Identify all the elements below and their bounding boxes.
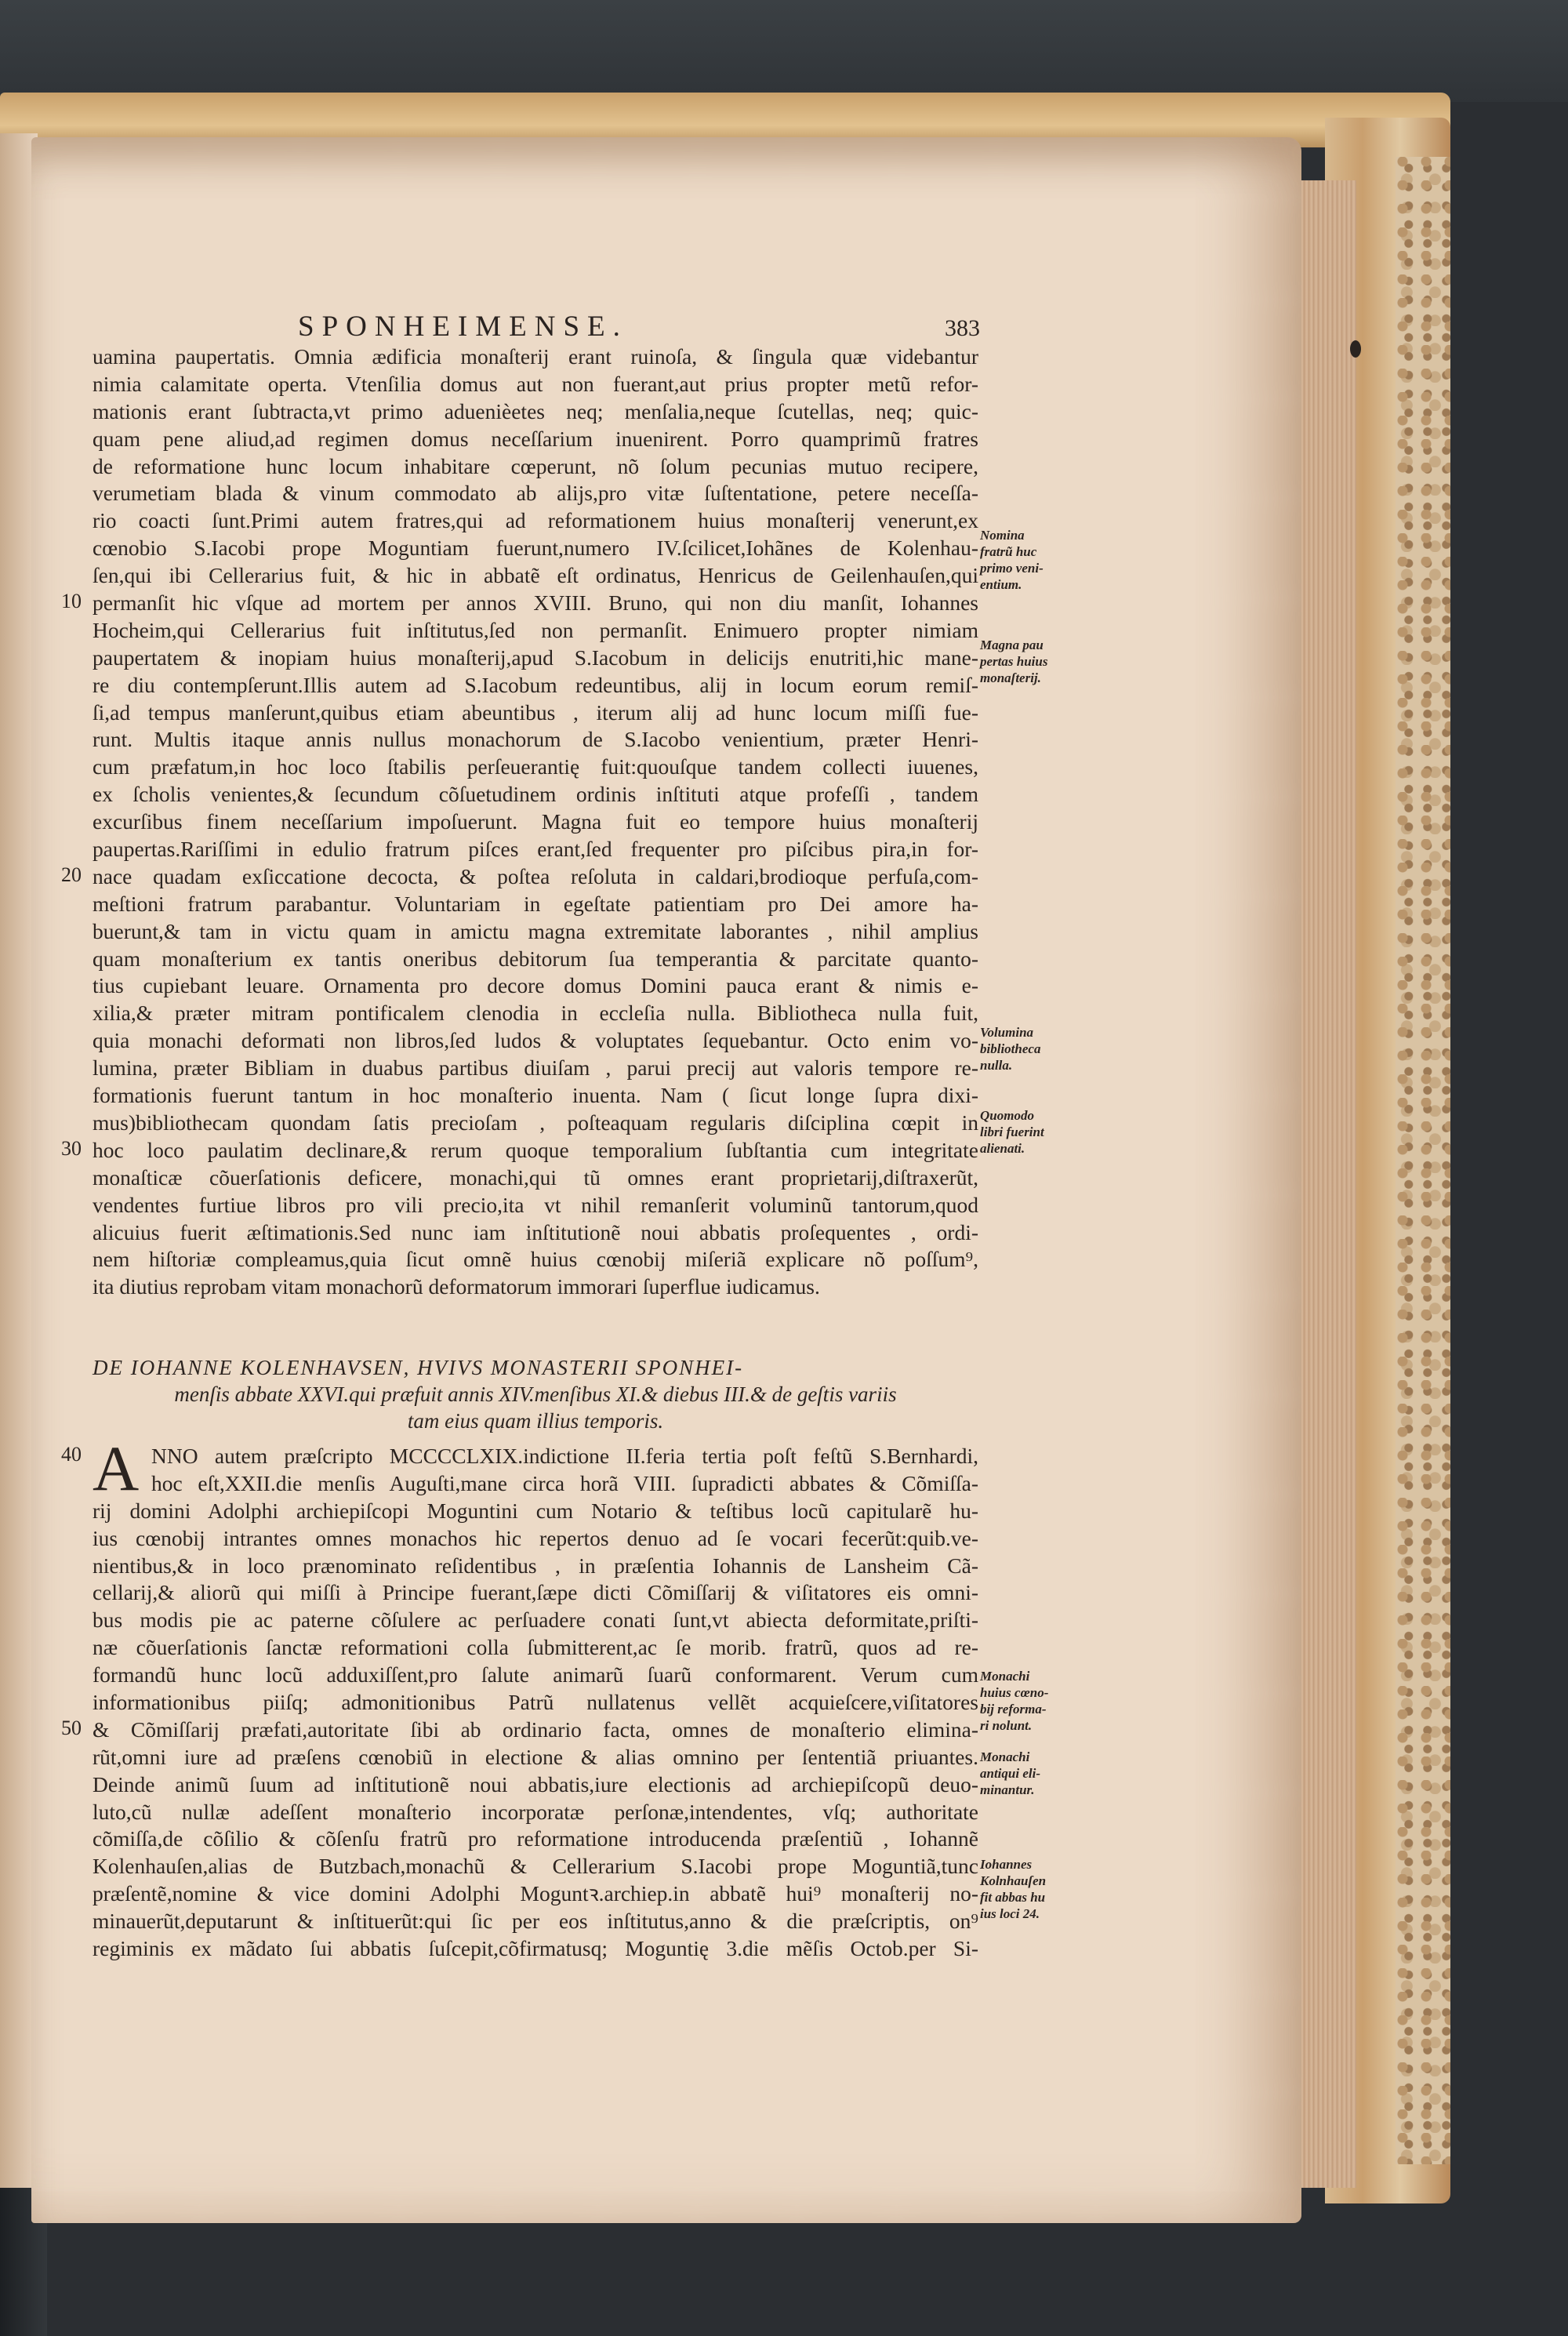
margin-note-line: bibliotheca xyxy=(980,1041,1041,1056)
text-line: luto,cũ nullæ adeſſent monaſterio incorporatæ perſonæ,intendentes, vſq; authoritate xyxy=(93,1799,978,1824)
text-line: regiminis ex mãdato ſui abbatis ſuſcepit,cõfirmatusq; Moguntię 3.die mẽſis Octob.per Si- xyxy=(93,1936,978,1961)
margin-note xyxy=(980,1107,1066,1157)
text-line: mationis erant ſubtracta,vt primo aduenièetes neq; menſalia,neque ſcutellas, neq; quic- xyxy=(93,398,978,423)
text-line: vendentes furtiue libros pro vili precio,ita vt nihil remanſerit voluminũ tantorum,quod xyxy=(93,1192,978,1217)
text-line: meſtioni fratrum parabantur. Voluntariam in egeſtate patientiam pro Dei amore ha- xyxy=(93,891,978,916)
text-line: informationibus piiſq; admonitionibus Patrũ nullatenus vellẽt acquieſcere,viſitatores xyxy=(93,1690,978,1715)
margin-note-line: Monachi xyxy=(980,1669,1030,1684)
text-line: mus)bibliothecam quondam ſatis precioſam , poſteaquam regularis diſciplina cœpit in xyxy=(93,1110,978,1135)
margin-note-line: fratrũ huc xyxy=(980,544,1037,559)
margin-note-line: antiqui eli- xyxy=(980,1766,1040,1781)
text-line: ſen,qui ibi Cellerarius fuit, & hic in abbatẽ eſt ordinatus, Henricus de Geilenhauſen,qui xyxy=(93,563,978,588)
chapter-heading-line: menſis abbate XXVI.qui præfuit annis XIV.menſibus XI.& diebus III.& de geſtis variis xyxy=(174,1382,897,1406)
text-line: quia monachi deformati non libros,ſed ludos & voluptates ſequebantur. Octo enim vo- xyxy=(93,1028,978,1053)
margin-note xyxy=(980,527,1066,593)
text-line: uamina paupertatis. Omnia ædificia monaſterij erant ruinoſa, & ſingula quæ videbantur xyxy=(93,344,978,369)
text-line: formandũ hunc locũ adduxiſſent,pro ſalute animarũ ſuarũ conformarent. Verum cum xyxy=(93,1662,978,1688)
text-line: Hocheim,qui Cellerarius fuit inſtitutus,ſed non permanſit. Enimuero propter nimiam xyxy=(93,617,978,642)
margin-note-line: nulla. xyxy=(980,1058,1013,1073)
margin-note-line: Nomina xyxy=(980,528,1025,543)
margin-note-line: Kolnhauſen xyxy=(980,1873,1047,1888)
ink-blot xyxy=(1350,340,1361,358)
margin-note-line: fit abbas hu xyxy=(980,1890,1046,1905)
text-line: formationis fuerunt tantum in hoc monaſterio inuenta. Nam ( ſicut longe ſupra dixi- xyxy=(93,1083,978,1108)
chapter-heading-line: DE IOHANNE KOLENHAVSEN, HVIVS MONASTERII SPONHEI- xyxy=(93,1356,744,1379)
text-line: cellarij,& aliorũ qui miſſi à Principe fuerant,ſæpe dicti Cõmiſſarij & viſitatores eis omni- xyxy=(93,1580,978,1605)
line-number-10: 10 xyxy=(61,590,82,612)
text-line: cœnobio S.Iacobi prope Moguntiam fuerunt,numero IV.ſcilicet,Iohãnes de Kolenhau- xyxy=(93,536,978,561)
chapter-heading xyxy=(93,1354,978,1434)
text-line: verumetiam blada & vinum commodato ab alijs,pro vitæ ſuſtentatione, petere neceſſa- xyxy=(93,481,978,506)
text-line: Deinde animũ ſuum ad inſtitutionẽ noui abbatis,iure electionis ad archiepiſcopũ deuo- xyxy=(93,1771,978,1797)
margin-note-line: bij reforma- xyxy=(980,1702,1047,1717)
margin-note-line: Quomodo xyxy=(980,1108,1034,1123)
text-line: nace quadam exſiccatione decocta, & poſtea reſoluta in caldari,brodioque perfuſa,com- xyxy=(93,863,978,888)
text-line: rij domini Adolphi archiepiſcopi Moguntini cum Notario & teſtibus locũ capitularẽ hu- xyxy=(93,1498,978,1523)
margin-note-line: libri fuerint xyxy=(980,1124,1044,1139)
margin-note-line: huius cœno- xyxy=(980,1685,1049,1700)
text-line: quam monaſterium ex tantis oneribus debitorum ſua temperantia & parcitate quanto- xyxy=(93,946,978,971)
text-line: de reformatione hunc locum inhabitare cœperunt, nõ ſolum pecunias mutuo recipere, xyxy=(93,453,978,478)
page-header xyxy=(298,310,980,343)
margin-note-line: ri nolunt. xyxy=(980,1718,1033,1733)
margin-note-line: Iohannes xyxy=(980,1857,1033,1872)
margin-note-line: primo veni- xyxy=(980,561,1044,576)
line-number-20: 20 xyxy=(61,863,82,886)
text-line: ſi,ad tempus manſerunt,quibus etiam abeuntibus , iterum alij ad hunc locum miſſi fue- xyxy=(93,699,978,725)
margin-note-line: ius loci 24. xyxy=(980,1906,1040,1921)
text-line: xilia,& præter mitram pontificalem clenodia in eccleſia nulla. Bibliotheca nulla fuit, xyxy=(93,1001,978,1026)
text-line: paupertas.Rariſſimi in edulio fratrum piſces erant,ſed frequenter pro piſcibus pira,in for- xyxy=(93,837,978,862)
text-line: rũt,omni iure ad præſens cœnobiũ in electione & alias omnino per ſententiã priuantes. xyxy=(93,1744,978,1769)
margin-note-line: entium. xyxy=(980,577,1022,592)
text-line: cum præfatum,in hoc loco ſtabilis perſeuerantię fuit:quouſque tandem collecti iuuenes, xyxy=(93,754,978,779)
text-line: buerunt,& tam in victu quam in amictu magna extremitate laborantes , nihil amplius xyxy=(93,918,978,943)
line-number-50: 50 xyxy=(61,1717,82,1739)
margin-note xyxy=(980,1668,1066,1734)
text-line: hoc eſt,XXII.die menſis Auguſti,mane circa horã VIII. ſupradicti abbates & Cõmiſſa- xyxy=(151,1470,978,1495)
text-line: ex ſcholis venientes,& ſecundum cõſuetudinem ordinis inſtituti atque profeſſi , tandem xyxy=(93,782,978,807)
page-number: 383 xyxy=(945,315,980,341)
line-number-40: 40 xyxy=(61,1443,82,1466)
chapter-text-block xyxy=(93,1433,978,1963)
text-line: re diu contempſerunt.Illis autem ad S.Iacobum redeuntibus, alij in locum eorum remiſ- xyxy=(93,672,978,697)
margin-note-line: minantur. xyxy=(980,1782,1035,1797)
margin-note-line: Magna pau xyxy=(980,638,1044,652)
text-line: & Cõmiſſarij præfati,autoritate ſibi ab ordinario facta, omnes de monaſterio elimina- xyxy=(93,1717,978,1742)
running-head: SPONHEIMENSE. xyxy=(298,311,628,343)
margin-note xyxy=(980,1856,1066,1922)
text-line: permanſit hic vſque ad mortem per annos XVIII. Bruno, qui non diu manſit, Iohannes xyxy=(93,590,978,616)
margin-note-line: pertas huius xyxy=(980,654,1048,669)
text-line: ita diutius reprobam vitam monachorũ deformatorum immorari ſuperflue iudicamus. xyxy=(93,1274,820,1299)
chapter-heading-line: tam eius quam illius temporis. xyxy=(407,1409,664,1433)
text-line: bus modis pie ac paterne cõſulere ac perſuadere conati ſunt,vt abiecta deformitate,priſti- xyxy=(93,1608,978,1633)
text-line: nem hiſtoriæ compleamus,quia ſicut omnẽ huius cœnobij miſeriã explicare nõ poſſum⁹, xyxy=(93,1247,978,1272)
text-line: ius cœnobij intrantes omnes monachos hic repertos denuo ad ſe vocari fecerũt:quib.ve- xyxy=(93,1525,978,1550)
margin-note xyxy=(980,637,1066,686)
text-line: alicuius fuerit æſtimationis.Sed nunc iam inſtitutionẽ noui abbatis proſequentes , ordi- xyxy=(93,1219,978,1244)
text-line: tius cupiebant leuare. Ornamenta pro decore domus Domini pauca erant & nimis e- xyxy=(93,973,978,998)
text-line: næ cõuerſationis ſanctæ reformationi colla ſubmitterent,ac ſe morib. fratrũ, quos ad re- xyxy=(93,1635,978,1660)
drop-cap-initial: A xyxy=(93,1433,140,1504)
text-line: hoc loco paulatim declinare,& rerum quoque temporalium ſubſtantia cum integritate xyxy=(93,1137,978,1162)
text-line: quam pene aliud,ad regimen domus neceſſarium inuenirent. Porro quamprimũ fratres xyxy=(93,426,978,451)
text-line: nimia calamitate operta. Vtenſilia domus aut non fuerant,aut prius propter metũ refor- xyxy=(93,371,978,396)
margin-note xyxy=(980,1024,1066,1074)
text-line: minauerũt,deputarunt & inſtituerũt:qui ſic per eos inſtitutus,anno & die præſcriptis, on⁹ xyxy=(93,1909,978,1934)
text-line: paupertatem & inopiam huius monaſterij,apud S.Iacobum in delicijs enutriti,hic mane- xyxy=(93,645,978,670)
line-number-30: 30 xyxy=(61,1137,82,1160)
margin-note-line: alienati. xyxy=(980,1141,1025,1156)
margin-note-line: monaſterij. xyxy=(980,670,1041,685)
margin-note-line: Volumina xyxy=(980,1025,1034,1040)
text-line: lumina, præter Bibliam in duabus partibus diuiſam , parui precij aut valoris tempore re- xyxy=(93,1055,978,1081)
text-line: rio coacti ſunt.Primi autem fratres,qui ad reformationem huius monaſterij venerunt,ex xyxy=(93,508,978,533)
text-line: excurſibus finem neceſſarium impoſuerunt. Magna fuit eo tempore huius monaſterij xyxy=(93,809,978,834)
background-top xyxy=(0,0,1568,102)
text-line: cõmiſſa,de cõſilio & cõſenſu fratrũ pro reformatione introducenda præſentiũ , Iohannẽ xyxy=(93,1826,978,1851)
text-line: Kolenhauſen,alias de Butzbach,monachũ & Cellerarium S.Iacobi prope Moguntiã,tunc xyxy=(93,1854,978,1879)
text-line: NNO autem præſcripto MCCCCLXIX.indictione II.feria tertia poſt feſtũ S.Bernhardi, xyxy=(151,1444,978,1468)
text-line: nientibus,& in loco prænominato reſidentibus , in præſentia Iohannis de Lansheim Cã- xyxy=(93,1553,978,1578)
margin-note xyxy=(980,1749,1066,1798)
margin-note-line: Monachi xyxy=(980,1749,1030,1764)
text-line: præſentẽ,nomine & vice domini Adolphi Moguntꝛ.archiep.in abbatẽ hui⁹ monaſterij no- xyxy=(93,1881,978,1906)
marbled-endpaper xyxy=(1396,157,1450,2164)
text-line: monaſticæ cõuerſationis deficere, monachi,qui tũ omnes erant proprietarij,diſtraxerũt, xyxy=(93,1164,978,1190)
main-text-block xyxy=(93,343,978,1301)
text-line: runt. Multis itaque annis nullus monachorum de S.Iacobo venientium, præter Henri- xyxy=(93,727,978,752)
